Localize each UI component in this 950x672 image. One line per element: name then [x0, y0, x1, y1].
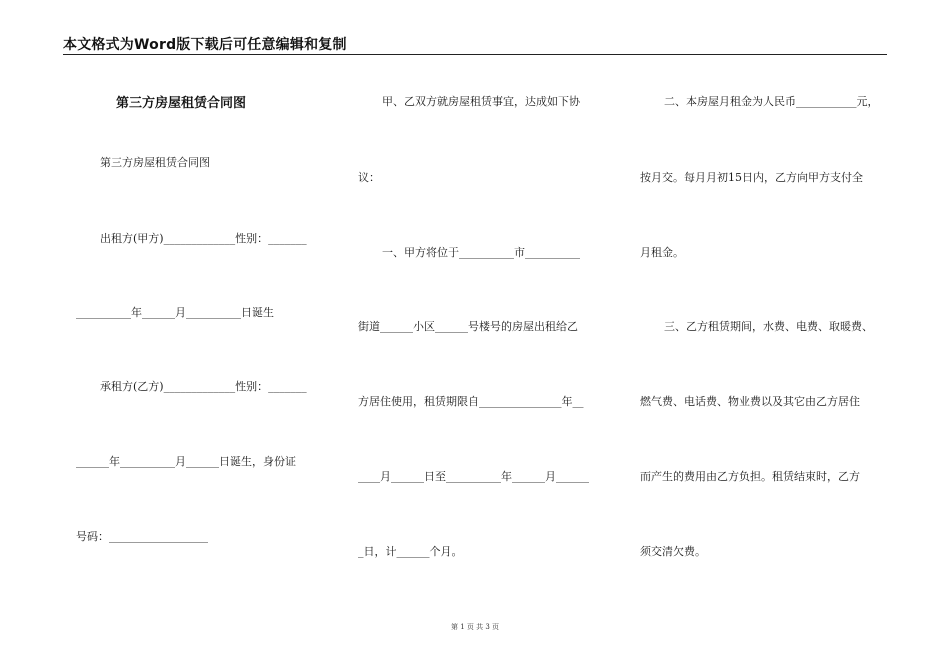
- text-line: __________年______月__________日诞生: [76, 306, 274, 319]
- text-line: ______年__________月______日诞生，身份证: [76, 455, 296, 468]
- text-line: 议：: [358, 171, 380, 184]
- text-line: 号码：__________________: [76, 530, 208, 543]
- text-line: 出租方(甲方)_____________性别：_______: [100, 232, 307, 245]
- text-line: 二、本房屋月租金为人民币___________元，: [664, 95, 879, 108]
- text-line: _日，计______个月。: [358, 545, 463, 558]
- text-line: 甲、乙双方就房屋租赁事宜，达成如下协: [382, 95, 580, 108]
- header-text: 本文格式为Word版下载后可任意编辑和复制: [63, 37, 347, 53]
- text-line: 月租金。: [640, 246, 684, 259]
- text-line: ____月______日至__________年______月______: [358, 470, 589, 483]
- text-line: 承租方(乙方)_____________性别：_______: [100, 380, 307, 393]
- text-line: 第三方房屋租赁合同图: [100, 156, 210, 169]
- text-line: 方居住使用，租赁期限自_______________年__: [358, 395, 584, 408]
- text-line: 街道______小区______号楼号的房屋出租给乙: [358, 320, 578, 333]
- page-header: [63, 34, 887, 55]
- text-line: 而产生的费用由乙方负担。租赁结束时，乙方: [640, 470, 860, 483]
- text-line: 一、甲方将位于__________市__________: [382, 246, 580, 259]
- text-line: 按月交。每月月初15日内，乙方向甲方支付全: [640, 171, 863, 184]
- page-footer: 第 1 页 共 3 页: [450, 623, 500, 631]
- text-line: 三、乙方租赁期间，水费、电费、取暖费、: [664, 320, 873, 333]
- document-title: 第三方房屋租赁合同图: [116, 96, 247, 111]
- text-line: 燃气费、电话费、物业费以及其它由乙方居住: [640, 395, 860, 408]
- text-line: 须交清欠费。: [640, 545, 706, 558]
